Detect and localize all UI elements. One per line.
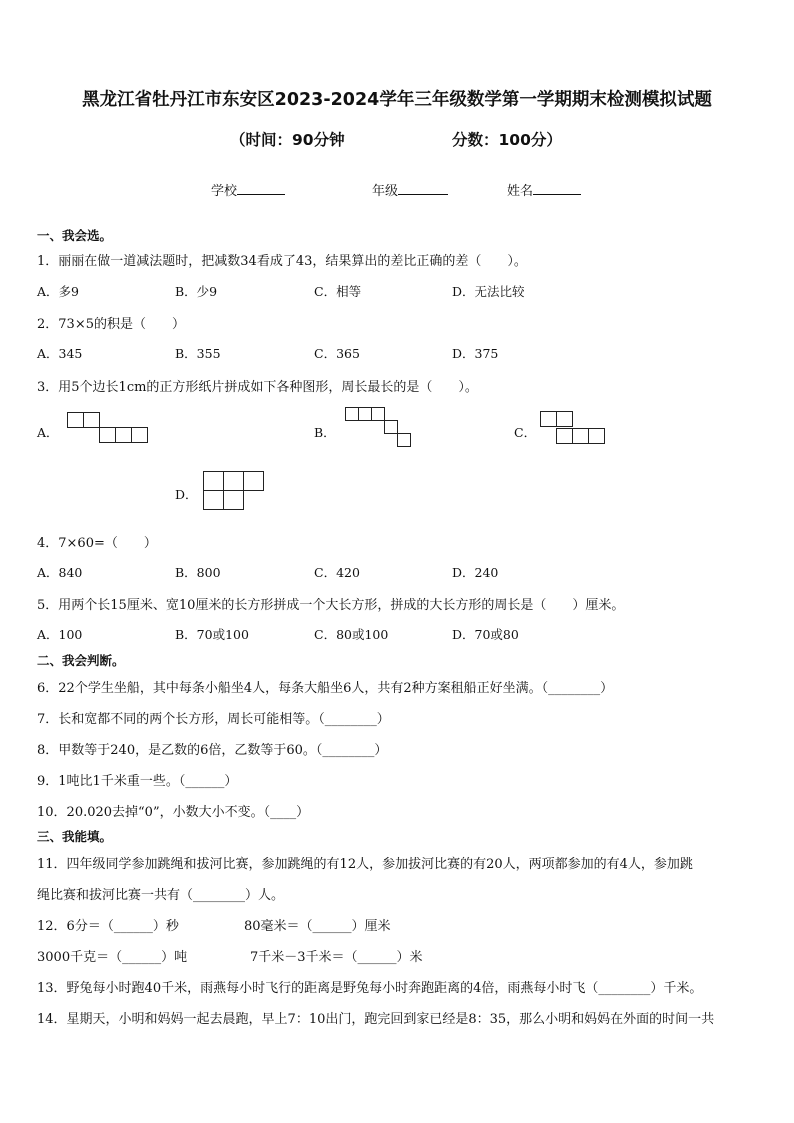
question-3: 3．用5个边长1cm的正方形纸片拼成如下各种图形，周长最长的是（ ）。	[37, 380, 478, 395]
q3-figure-d	[203, 471, 273, 513]
question-13: 13．野兔每小时跑40千米，雨燕每小时飞行的距离是野兔每小时奔跑距离的4倍，雨燕每小时飞（________）千米。	[37, 981, 703, 996]
q2-option-a: A．345	[37, 346, 83, 361]
exam-time: （时间：90分钟	[230, 131, 345, 149]
grade-field	[372, 180, 448, 199]
q3-label-a: A．	[37, 425, 59, 440]
question-12-c: 3000千克＝（______）吨	[37, 950, 188, 965]
q5-option-b: B．70或100	[175, 627, 249, 642]
square	[131, 427, 148, 443]
name-blank[interactable]	[533, 182, 581, 195]
square	[384, 420, 398, 434]
q3-label-b: B．	[314, 425, 336, 440]
square	[358, 407, 372, 421]
question-6: 6．22个学生坐船，其中每条小船坐4人，每条大船坐6人，共有2种方案租船正好坐满。（________）	[37, 681, 614, 696]
question-7: 7．长和宽都不同的两个长方形，周长可能相等。（________）	[37, 712, 390, 727]
school-blank[interactable]	[237, 182, 285, 195]
section-1-heading: 一、我会选。	[37, 228, 113, 243]
square	[223, 490, 244, 510]
q4-option-b: B．800	[175, 565, 221, 580]
q3-figure-b	[345, 407, 415, 451]
q5-option-c: C．80或100	[314, 627, 389, 642]
question-12-a: 12．6分＝（______）秒	[37, 919, 179, 934]
question-8: 8．甲数等于240，是乙数的6倍，乙数等于60。（________）	[37, 743, 388, 758]
name-field	[507, 180, 581, 199]
square	[203, 490, 224, 510]
page-title: 黑龙江省牡丹江市东安区2023-2024学年三年级数学第一学期期末检测模拟试题	[82, 90, 712, 110]
question-1: 1．丽丽在做一道减法题时，把减数34看成了43，结果算出的差比正确的差（ ）。	[37, 254, 527, 269]
q2-option-c: C．365	[314, 346, 360, 361]
q2-option-d: D．375	[452, 346, 499, 361]
section-2-heading: 二、我会判断。	[37, 653, 125, 668]
q3-figure-c	[540, 411, 610, 447]
square	[371, 407, 385, 421]
square	[588, 428, 605, 444]
square	[556, 428, 573, 444]
square	[243, 471, 264, 491]
square	[345, 407, 359, 421]
question-5: 5．用两个长15厘米、宽10厘米的长方形拼成一个大长方形，拼成的大长方形的周长是（ ）厘米。	[37, 598, 625, 613]
square	[115, 427, 132, 443]
square	[397, 433, 411, 447]
grade-label: 年级	[372, 184, 399, 199]
question-11-line-2: 绳比赛和拔河比赛一共有（________）人。	[37, 888, 285, 903]
question-14: 14．星期天，小明和妈妈一起去晨跑，早上7：10出门，跑完回到家已经是8：35，那么小明和妈妈在外面的时间一共	[37, 1012, 715, 1027]
question-12-d: 7千米－3千米＝（______）米	[250, 950, 423, 965]
square	[67, 412, 84, 428]
q4-option-a: A．840	[37, 565, 83, 580]
school-label: 学校	[211, 184, 238, 199]
square	[99, 427, 116, 443]
question-10: 10．20.020去掉“0”，小数大小不变。（____）	[37, 805, 310, 820]
question-9: 9．1吨比1千米重一些。（______）	[37, 774, 238, 789]
question-2: 2．73×5的积是（ ）	[37, 317, 185, 332]
name-label: 姓名	[507, 184, 534, 199]
school-field	[211, 180, 285, 199]
q5-option-d: D．70或80	[452, 627, 519, 642]
q4-option-c: C．420	[314, 565, 360, 580]
square	[203, 471, 224, 491]
q4-option-d: D．240	[452, 565, 499, 580]
q3-label-c: C．	[514, 425, 537, 440]
section-3-heading: 三、我能填。	[37, 829, 113, 844]
question-4: 4．7×60=（ ）	[37, 536, 157, 551]
square	[572, 428, 589, 444]
q1-option-c: C．相等	[314, 284, 362, 299]
square	[556, 411, 573, 427]
question-11-line-1: 11．四年级同学参加跳绳和拔河比赛，参加跳绳的有12人，参加拔河比赛的有20人，两项都参加的有4人，参加跳	[37, 857, 693, 872]
q1-option-b: B．少9	[175, 284, 218, 299]
square	[83, 412, 100, 428]
q2-option-b: B．355	[175, 346, 221, 361]
q3-label-d: D．	[175, 487, 198, 502]
q3-figure-a	[67, 412, 147, 446]
q1-option-d: D．无法比较	[452, 284, 525, 299]
exam-score: 分数：100分）	[452, 131, 562, 149]
q5-option-a: A．100	[37, 627, 83, 642]
q1-option-a: A．多9	[37, 284, 79, 299]
square	[540, 411, 557, 427]
question-12-b: 80毫米＝（______）厘米	[244, 919, 391, 934]
square	[223, 471, 244, 491]
grade-blank[interactable]	[398, 182, 448, 195]
